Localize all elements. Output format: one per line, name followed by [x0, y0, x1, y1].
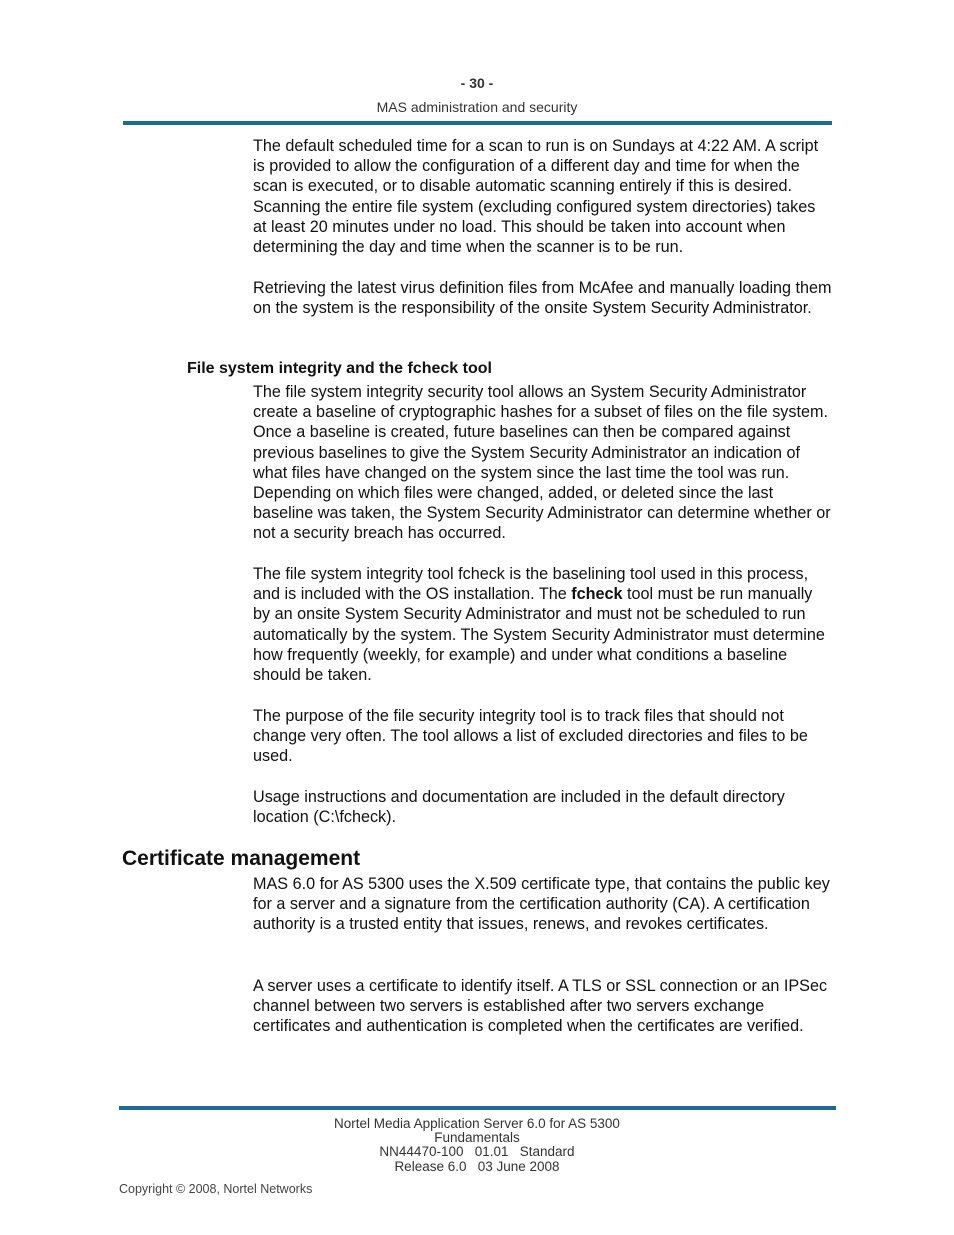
footer-line-1: Nortel Media Application Server 6.0 for AS 5300 — [334, 1116, 620, 1131]
paragraph-x509: MAS 6.0 for AS 5300 uses the X.509 certificate type, that contains the public key for a server and a signature from the certification authority (CA). A certification authority is a trusted entity that issues, renews, and revokes certificates. — [253, 875, 830, 934]
footer-line-3: NN44470-100 01.01 Standard — [379, 1144, 575, 1160]
page-number: - 30 - — [460, 75, 494, 91]
paragraph-server-certificate: A server uses a certificate to identify itself. A TLS or SSL connection or an IPSec channel between two servers is established after two servers exchange certificates and authentication is completed when the certificates are verified. — [253, 977, 828, 1036]
fcheck-bold: fcheck — [571, 585, 623, 604]
paragraph-usage-location: Usage instructions and documentation are included in the default directory location (C:\fcheck). — [253, 788, 785, 827]
subheading-fcheck: File system integrity and the fcheck tool — [187, 360, 492, 377]
footer-line-4: Release 6.0 03 June 2008 — [394, 1158, 560, 1174]
copyright-notice: Copyright © 2008, Nortel Networks — [119, 1182, 313, 1196]
paragraph-integrity-purpose: The purpose of the file security integrity tool is to track files that should not change very often. The tool allows a list of excluded directories and files to be used. — [253, 707, 808, 766]
footer-rule — [119, 1106, 836, 1110]
paragraph-virus-definitions: Retrieving the latest virus definition files from McAfee and manually loading them on the system is the responsibility of the onsite System Security Administrator. — [253, 279, 832, 318]
fcheck-text-a: The file system integrity tool fcheck is the baselining tool used in this process, and is included with the OS installation. The — [253, 565, 809, 604]
paragraph-integrity-tool: The file system integrity security tool allows an System Security Administrator create a baseline of cryptographic hashes for a subset of files on the file system. Once a baseline is created, future baselines can then be compared against previous baselines to give the System Security Administrator an indication of what files have changed on the system since the last time the tool was run. Depending on which files were changed, added, or deleted since the last baseline was taken, the System Security Administrator can determine whether or not a security breach has occurred. — [253, 383, 831, 543]
header-rule — [123, 121, 832, 125]
running-header-title: MAS administration and security — [376, 99, 578, 115]
heading-certificate-management: Certificate management — [122, 847, 361, 870]
footer-line-2: Fundamentals — [434, 1130, 520, 1146]
footer-doc-info — [0, 1117, 954, 1174]
paragraph-scan-schedule: The default scheduled time for a scan to run is on Sundays at 4:22 AM. A script is provided to allow the configuration of a different day and time for when the scan is executed, or to disable automatic scanning entirely if this is desired. Scanning the entire file system (excluding configured system directories) takes at least 20 minutes under no load. This should be taken into account when determining the day and time when the scanner is to be run. — [253, 137, 819, 257]
fcheck-text-b: tool must be run manually by an onsite System Security Administrator and must not be scheduled to run automatically by the system. The System Security Administrator must determine how frequently (weekly, for example) and under what conditions a baseline should be taken. — [253, 585, 825, 685]
paragraph-fcheck-usage — [253, 564, 833, 685]
